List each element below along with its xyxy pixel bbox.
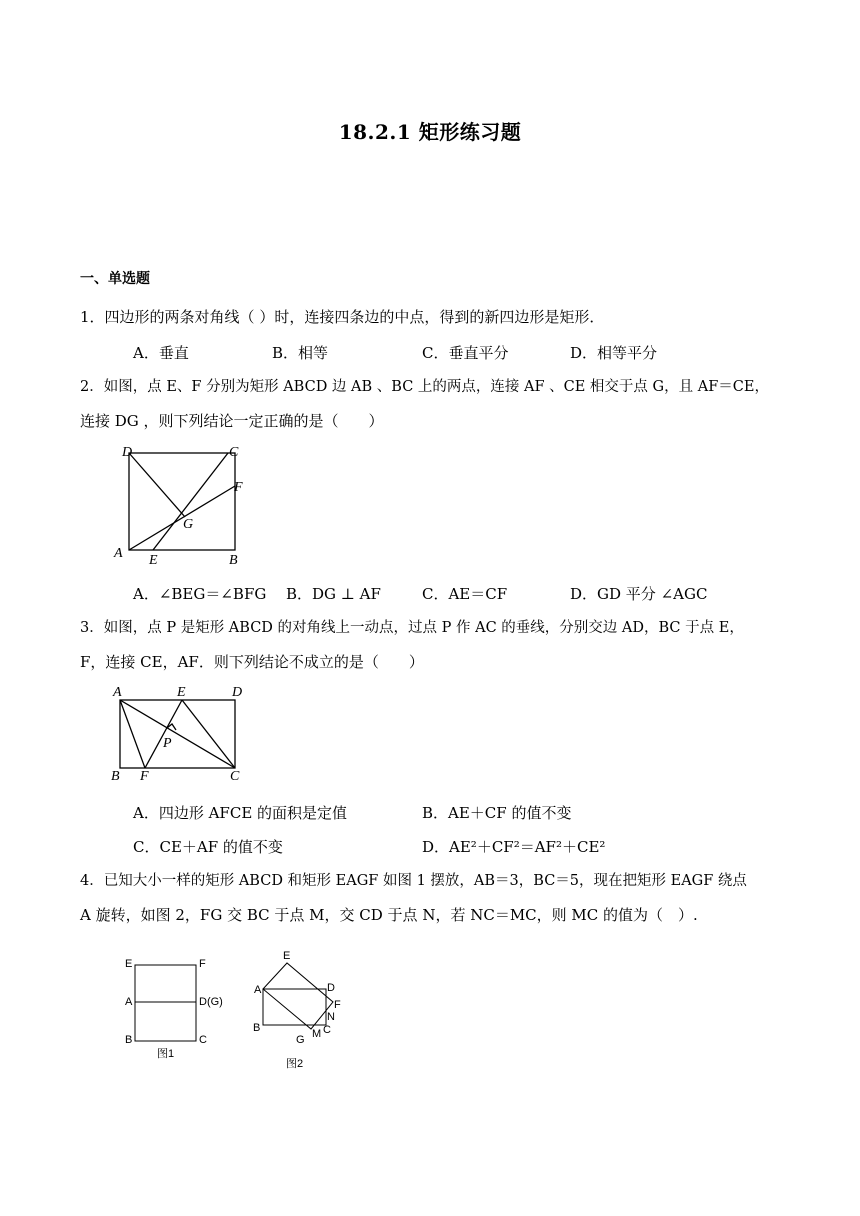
segment-dg: [129, 453, 185, 517]
label-f: F: [234, 480, 243, 495]
fig1-label-b: B: [125, 1034, 133, 1046]
q2-option-b: B．DG ⊥ AF: [286, 585, 381, 603]
q3-figure: [105, 680, 255, 785]
q4-figure-1: [135, 965, 196, 1041]
label-c: C: [230, 769, 240, 784]
fig1-label-e: E: [125, 958, 133, 970]
label-d: D: [122, 445, 133, 460]
q1-option-d: D．相等平分: [570, 344, 658, 362]
q1-option-a: A．垂直: [133, 344, 189, 362]
label-a: A: [114, 546, 123, 561]
segment-ce: [182, 700, 235, 768]
section-heading: 一、单选题: [80, 271, 150, 287]
question-3-line-2: F，连接 CE，AF．则下列结论不成立的是（ ）: [80, 653, 424, 671]
q2-option-a: A．∠BEG＝∠BFG: [133, 585, 267, 603]
question-2-line-2: 连接 DG ，则下列结论一定正确的是（ ）: [80, 412, 384, 430]
label-g: G: [183, 517, 194, 532]
fig2-label-b: B: [253, 1022, 261, 1034]
q4-figures: [115, 945, 365, 1075]
fig2-label-f: F: [334, 999, 341, 1011]
q2-figure: [110, 440, 260, 565]
page-title: 18.2.1 矩形练习题: [338, 120, 522, 144]
rectangle-abcd: [129, 453, 235, 550]
fig1-label-a: A: [125, 996, 133, 1008]
fig1-caption: 图1: [157, 1048, 175, 1060]
label-c: C: [229, 445, 239, 460]
q1-option-b: B．相等: [272, 344, 329, 362]
fig1-label-dg: D(G): [199, 996, 223, 1008]
label-a: A: [113, 685, 122, 700]
q3-option-d: D．AE²＋CF²＝AF²＋CE²: [422, 838, 606, 856]
q3-option-a: A．四边形 AFCE 的面积是定值: [133, 804, 348, 822]
segment-af: [120, 700, 145, 768]
q1-option-c: C．垂直平分: [422, 344, 509, 362]
fig2-label-n: N: [327, 1011, 335, 1023]
fig2-label-e: E: [283, 950, 291, 962]
fig2-label-d: D: [327, 982, 335, 994]
label-b: B: [111, 769, 120, 784]
diagonal-ac: [120, 700, 235, 768]
label-p: P: [163, 736, 172, 751]
question-1-text: 1．四边形的两条对角线（ ）时，连接四条边的中点，得到的新四边形是矩形．: [80, 308, 605, 326]
q2-option-c: C．AE＝CF: [422, 585, 508, 603]
segment-ce: [153, 453, 228, 550]
question-4-line-1: 4．已知大小一样的矩形 ABCD 和矩形 EAGF 如图 1 摆放，AB＝3，BC＝5，现在把矩形 EAGF 绕点: [80, 873, 747, 889]
segment-af: [129, 486, 235, 550]
label-f: F: [140, 769, 149, 784]
fig2-label-m: M: [312, 1028, 322, 1040]
fig2-label-a: A: [254, 984, 262, 996]
q3-option-c: C．CE＋AF 的值不变: [133, 838, 283, 856]
question-3-line-1: 3．如图，点 P 是矩形 ABCD 的对角线上一动点，过点 P 作 AC 的垂线，分别交边 AD，BC 于点 E，: [80, 620, 744, 636]
q3-option-b: B．AE＋CF 的值不变: [422, 804, 572, 822]
label-b: B: [229, 553, 238, 565]
q4-figure-2: [263, 963, 333, 1029]
fig2-label-g: G: [296, 1034, 305, 1046]
question-4-line-2: A 旋转，如图 2，FG 交 BC 于点 M，交 CD 于点 N，若 NC＝MC，则 MC 的值为（ ）.: [80, 906, 698, 924]
fig1-label-f: F: [199, 958, 206, 970]
fig2-caption: 图2: [286, 1058, 304, 1070]
question-2-line-1: 2．如图，点 E、F 分别为矩形 ABCD 边 AB 、BC 上的两点，连接 AF 、CE 相交于点 G，且 AF＝CE，: [80, 379, 769, 395]
label-d: D: [232, 685, 243, 700]
label-e: E: [149, 553, 158, 565]
q2-option-d: D．GD 平分 ∠AGC: [570, 585, 708, 603]
fig1-label-c: C: [199, 1034, 207, 1046]
label-e: E: [177, 685, 186, 700]
fig2-label-c: C: [323, 1024, 331, 1036]
